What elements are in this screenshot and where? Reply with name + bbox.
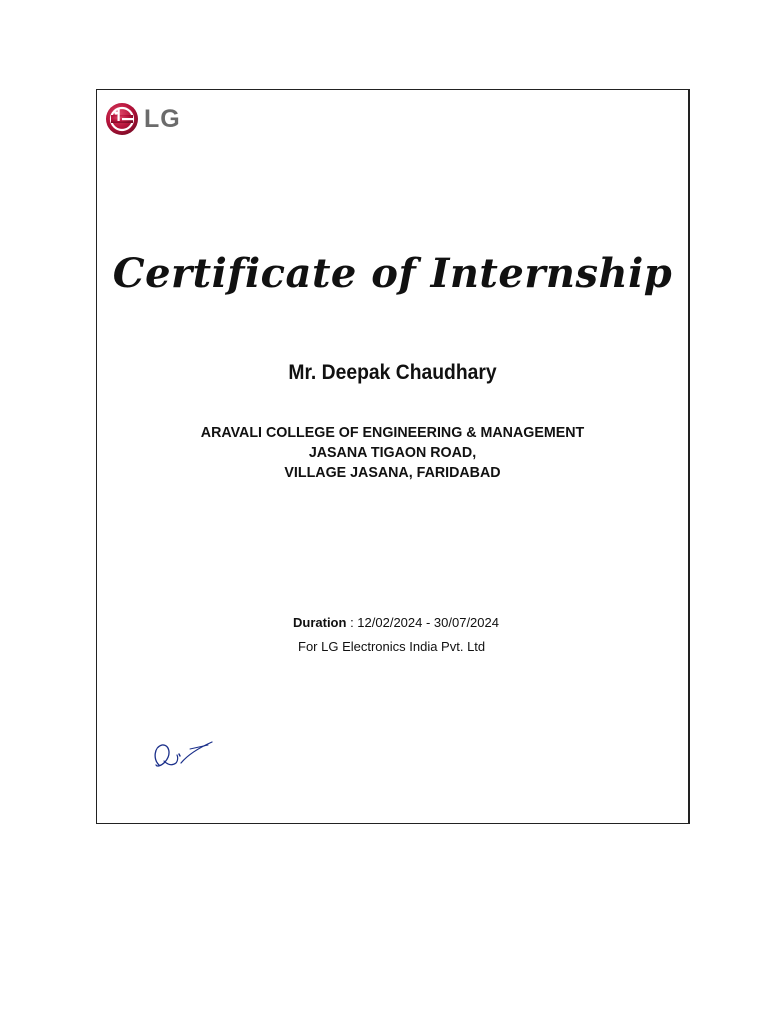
duration-separator: : [346, 615, 358, 630]
lg-logo-text: LG [144, 104, 181, 133]
recipient-name: Mr. Deepak Chaudhary [288, 361, 497, 384]
lg-logo-icon [104, 101, 140, 137]
duration-label: Duration [293, 615, 347, 630]
institution-address [96, 423, 689, 483]
certificate-title: Certificate of Internship [112, 250, 673, 297]
duration-line [293, 615, 499, 630]
lg-logo [104, 99, 202, 139]
institution-line-1: ARAVALI COLLEGE OF ENGINEERING & MANAGEMENT [200, 424, 585, 441]
institution-line-3: VILLAGE JASANA, FARIDABAD [284, 464, 501, 481]
signature [150, 735, 218, 777]
issuer-line: For LG Electronics India Pvt. Ltd [298, 639, 486, 654]
duration-value: 12/02/2024 - 30/07/2024 [357, 615, 499, 630]
institution-line-2: JASANA TIGAON ROAD, [308, 444, 477, 461]
